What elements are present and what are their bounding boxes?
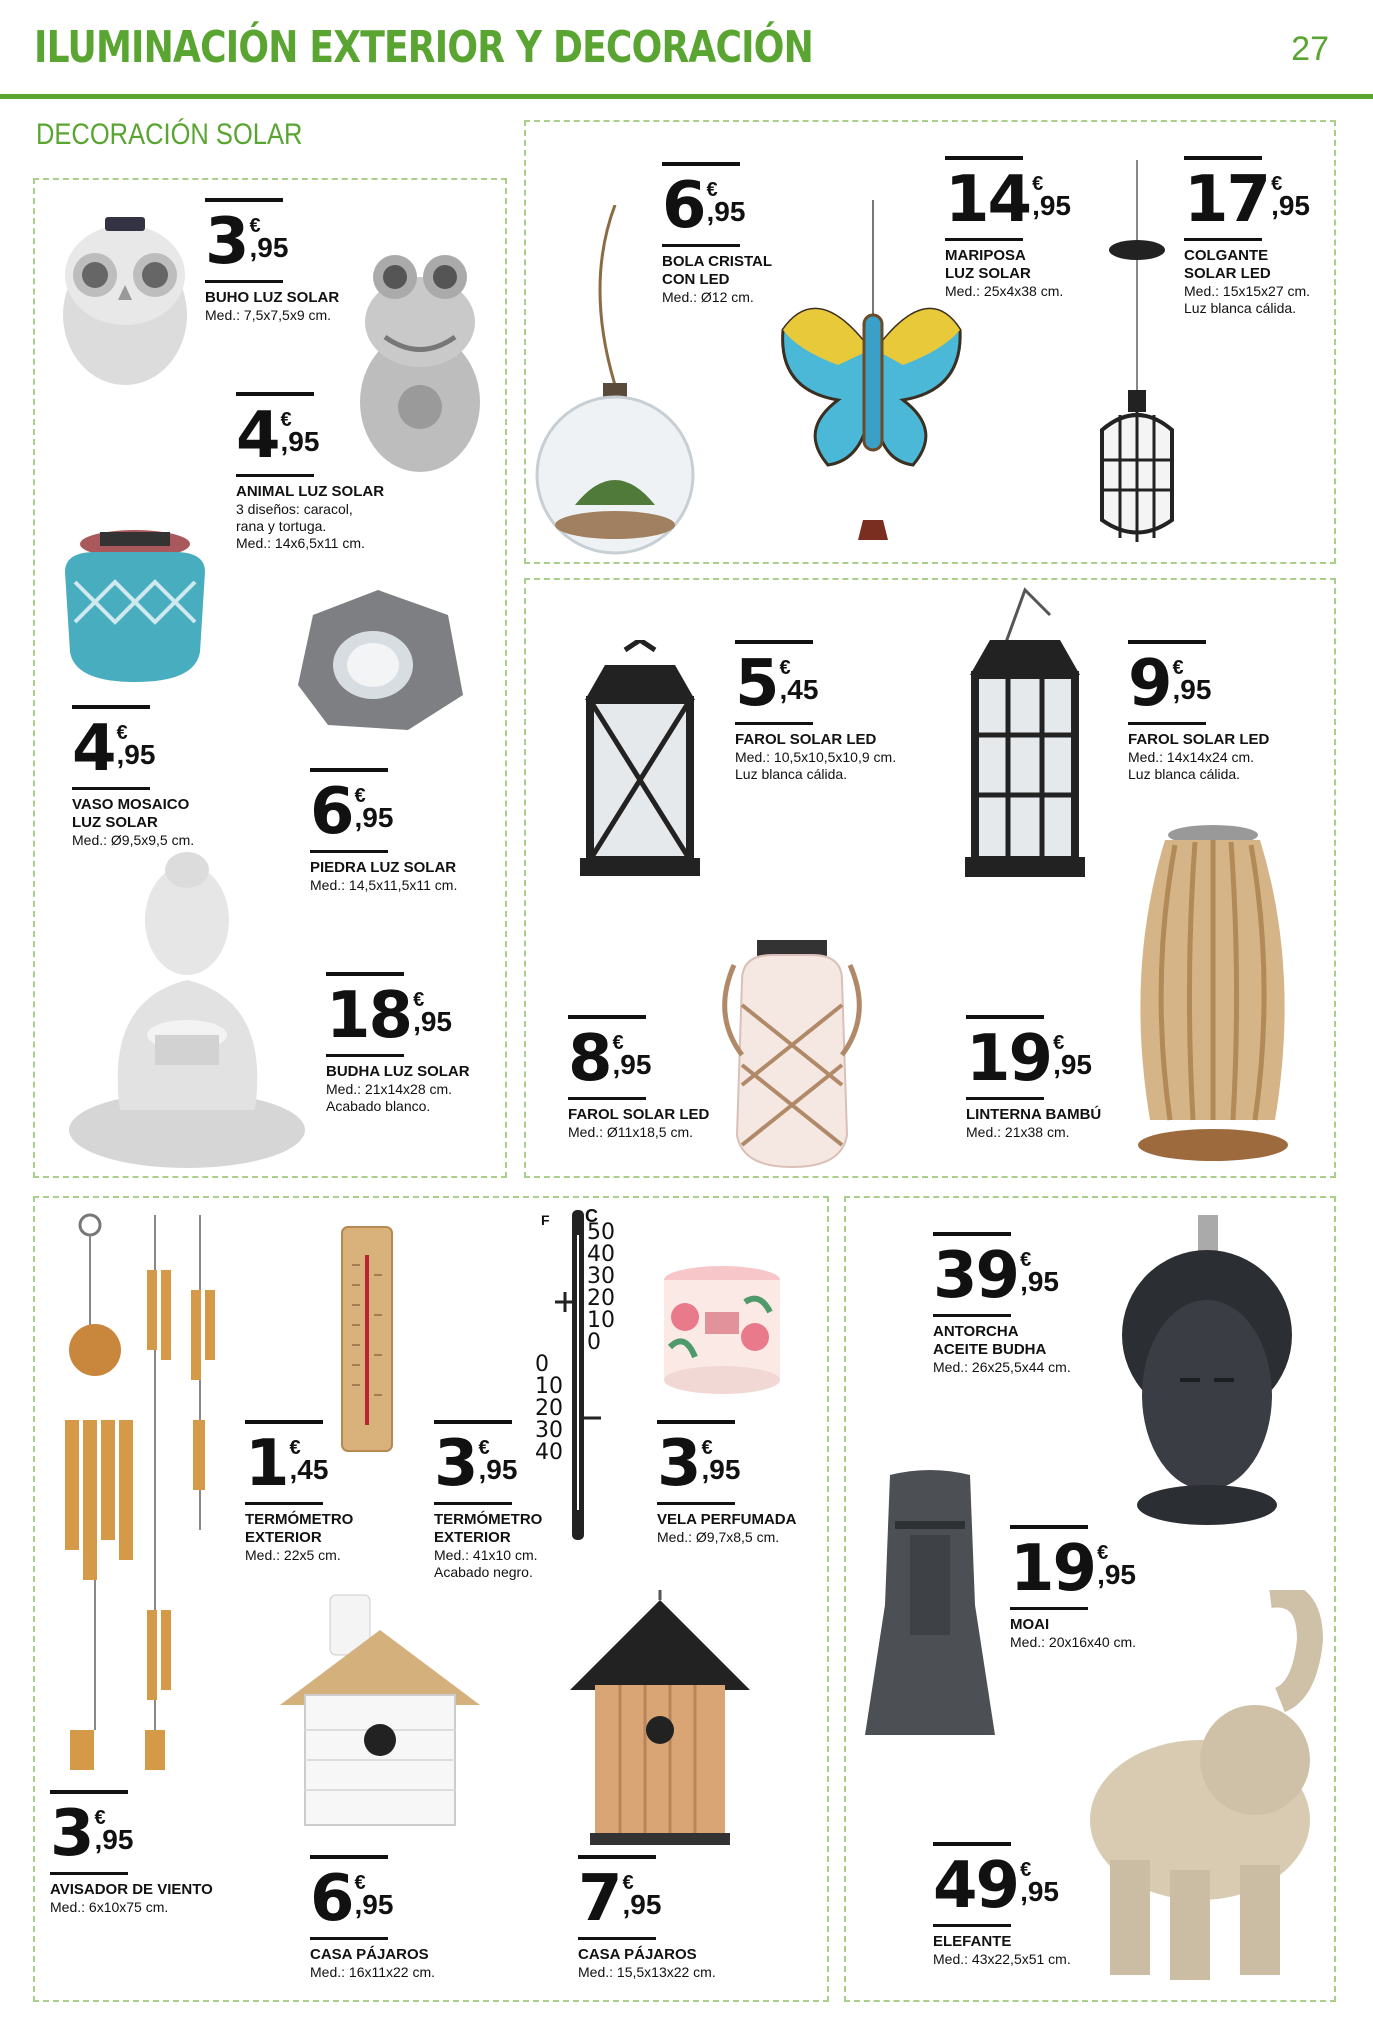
product-name: MOAI bbox=[1010, 1616, 1050, 1633]
price-top-rule bbox=[1128, 640, 1206, 644]
thermometer-unit-c: C bbox=[585, 1206, 598, 1226]
product-description: Med.: Ø11x18,5 cm. bbox=[568, 1124, 694, 1140]
currency-symbol: € bbox=[1020, 1249, 1032, 1271]
product-description: 3 diseños: caracol, rana y tortuga. Med.: 14x6,5x11 cm. bbox=[236, 501, 365, 551]
price-currency-group bbox=[1097, 1543, 1136, 1589]
currency-symbol: € bbox=[1020, 1859, 1032, 1881]
price-currency-group bbox=[290, 1438, 329, 1484]
cage-pendant-image bbox=[1082, 160, 1192, 550]
currency-symbol: € bbox=[354, 1872, 366, 1894]
thermometer-scale-label: 0 bbox=[587, 1330, 601, 1355]
price-integer: 6 bbox=[310, 1862, 353, 1936]
price-decimals: ,95 bbox=[1172, 674, 1212, 705]
thermometer-scale-label: 10 bbox=[587, 1308, 615, 1333]
price-decimals: ,95 bbox=[1271, 190, 1310, 221]
price-tag bbox=[735, 647, 896, 721]
product-description: Med.: Ø12 cm. bbox=[662, 289, 754, 305]
price-top-rule bbox=[310, 1855, 388, 1859]
price-tag bbox=[434, 1427, 542, 1501]
product-termo2 bbox=[434, 1420, 542, 1581]
product-name: VELA PERFUMADA bbox=[657, 1511, 797, 1528]
thermometer-scale-label: 30 bbox=[535, 1418, 563, 1443]
currency-symbol: € bbox=[622, 1872, 634, 1894]
moai-statue-image bbox=[855, 1465, 1005, 1740]
price-tag bbox=[72, 712, 194, 786]
price-decimals: ,95 bbox=[354, 802, 394, 833]
price-integer: 4 bbox=[236, 399, 279, 473]
wind-chimes-image bbox=[55, 1210, 235, 1770]
product-name: TERMÓMETRO EXTERIOR bbox=[434, 1511, 543, 1546]
price-decimals: ,95 bbox=[354, 1889, 394, 1920]
price-bottom-rule bbox=[1184, 238, 1262, 241]
price-bottom-rule bbox=[236, 474, 314, 477]
price-tag bbox=[236, 399, 384, 473]
thermometer-scale-label: 0 bbox=[535, 1352, 549, 1377]
price-integer: 9 bbox=[1128, 647, 1171, 721]
product-description: Med.: 41x10 cm. Acabado negro. bbox=[434, 1547, 538, 1580]
wood-birdhouse-image bbox=[570, 1590, 750, 1850]
product-name: LINTERNA BAMBÚ bbox=[966, 1106, 1102, 1123]
currency-symbol: € bbox=[478, 1437, 490, 1459]
price-top-rule bbox=[1184, 156, 1262, 160]
price-decimals: ,95 bbox=[413, 1006, 452, 1037]
section-title: DECORACIÓN SOLAR bbox=[36, 118, 303, 151]
butterfly-lantern-image bbox=[778, 200, 963, 550]
price-decimals: ,95 bbox=[1020, 1266, 1059, 1297]
product-description: Med.: 7,5x7,5x9 cm. bbox=[205, 307, 332, 323]
price-bottom-rule bbox=[72, 787, 150, 790]
header-divider bbox=[0, 94, 1373, 99]
product-farol3 bbox=[568, 1015, 709, 1141]
price-tag bbox=[1010, 1532, 1136, 1606]
price-tag bbox=[326, 979, 470, 1053]
thermometer-scale-label: 30 bbox=[587, 1264, 615, 1289]
price-top-rule bbox=[326, 972, 404, 976]
price-currency-group bbox=[413, 990, 452, 1036]
price-bottom-rule bbox=[933, 1314, 1011, 1317]
product-buho bbox=[205, 198, 339, 324]
currency-symbol: € bbox=[354, 785, 366, 807]
currency-symbol: € bbox=[413, 989, 425, 1011]
product-moai bbox=[1010, 1525, 1136, 1651]
thermometer-scale-label: 50 bbox=[587, 1220, 615, 1245]
price-currency-group bbox=[95, 1808, 134, 1854]
product-description: Med.: 14x14x24 cm. Luz blanca cálida. bbox=[1128, 749, 1255, 782]
price-tag bbox=[933, 1849, 1071, 1923]
price-integer: 19 bbox=[1010, 1532, 1096, 1606]
product-description: Med.: 14,5x11,5x11 cm. bbox=[310, 877, 458, 893]
price-top-rule bbox=[945, 156, 1023, 160]
price-top-rule bbox=[657, 1420, 735, 1424]
price-integer: 49 bbox=[933, 1849, 1019, 1923]
product-name: COLGANTE SOLAR LED bbox=[1184, 247, 1271, 282]
price-currency-group bbox=[1020, 1250, 1059, 1296]
white-birdhouse-image bbox=[270, 1590, 490, 1830]
product-linterna bbox=[966, 1015, 1101, 1141]
price-currency-group bbox=[613, 1033, 652, 1079]
price-top-rule bbox=[568, 1015, 646, 1019]
price-currency-group bbox=[1271, 174, 1310, 220]
product-description: Med.: 22x5 cm. bbox=[245, 1547, 341, 1563]
price-top-rule bbox=[933, 1232, 1011, 1236]
product-name: PIEDRA LUZ SOLAR bbox=[310, 859, 457, 876]
price-decimals: ,95 bbox=[116, 739, 156, 770]
product-description: Med.: 25x4x38 cm. bbox=[945, 283, 1064, 299]
price-tag bbox=[933, 1239, 1071, 1313]
price-bottom-rule bbox=[568, 1097, 646, 1100]
product-farol1 bbox=[735, 640, 896, 783]
currency-symbol: € bbox=[706, 179, 718, 201]
price-tag bbox=[578, 1862, 716, 1936]
price-integer: 1 bbox=[245, 1427, 288, 1501]
thermometer-scale-label: 40 bbox=[535, 1440, 563, 1465]
price-decimals: ,95 bbox=[1032, 190, 1071, 221]
price-top-rule bbox=[966, 1015, 1044, 1019]
price-tag bbox=[245, 1427, 353, 1501]
price-top-rule bbox=[933, 1842, 1011, 1846]
price-currency-group bbox=[780, 658, 819, 704]
product-description: Med.: 20x16x40 cm. bbox=[1010, 1634, 1137, 1650]
product-casa2 bbox=[578, 1855, 716, 1981]
currency-symbol: € bbox=[289, 1437, 301, 1459]
bamboo-lantern-image bbox=[1125, 820, 1300, 1165]
price-decimals: ,95 bbox=[706, 196, 746, 227]
price-bottom-rule bbox=[578, 1937, 656, 1940]
price-top-rule bbox=[434, 1420, 512, 1424]
thermometer-scale-label: 10 bbox=[535, 1374, 563, 1399]
stone-light-image bbox=[288, 585, 468, 735]
price-currency-group bbox=[1053, 1033, 1092, 1079]
price-decimals: ,95 bbox=[249, 232, 289, 263]
product-budha bbox=[326, 972, 470, 1115]
price-currency-group bbox=[355, 1873, 394, 1919]
price-bottom-rule bbox=[310, 850, 388, 853]
price-bottom-rule bbox=[434, 1502, 512, 1505]
currency-symbol: € bbox=[94, 1807, 106, 1829]
price-top-rule bbox=[578, 1855, 656, 1859]
product-name: ELEFANTE bbox=[933, 1933, 1012, 1950]
price-decimals: ,95 bbox=[622, 1889, 662, 1920]
price-bottom-rule bbox=[50, 1872, 128, 1875]
product-name: BOLA CRISTAL CON LED bbox=[662, 253, 772, 288]
price-tag bbox=[310, 775, 457, 849]
black-lantern-large-image bbox=[950, 585, 1100, 885]
price-top-rule bbox=[662, 162, 740, 166]
price-decimals: ,95 bbox=[280, 426, 320, 457]
price-bottom-rule bbox=[1128, 722, 1206, 725]
price-currency-group bbox=[479, 1438, 518, 1484]
currency-symbol: € bbox=[1097, 1542, 1109, 1564]
price-integer: 17 bbox=[1184, 163, 1270, 237]
black-thermometer-image bbox=[535, 1206, 625, 1540]
product-description: Med.: 21x14x28 cm. Acabado blanco. bbox=[326, 1081, 453, 1114]
price-top-rule bbox=[50, 1790, 128, 1794]
price-bottom-rule bbox=[326, 1054, 404, 1057]
price-integer: 3 bbox=[205, 205, 248, 279]
price-integer: 14 bbox=[945, 163, 1031, 237]
product-farol2 bbox=[1128, 640, 1269, 783]
product-name: MARIPOSA LUZ SOLAR bbox=[945, 247, 1031, 282]
product-description: Med.: Ø9,5x9,5 cm. bbox=[72, 832, 195, 848]
price-currency-group bbox=[1032, 174, 1071, 220]
price-integer: 8 bbox=[568, 1022, 611, 1096]
product-description: Med.: Ø9,7x8,5 cm. bbox=[657, 1529, 780, 1545]
price-decimals: ,95 bbox=[94, 1824, 134, 1855]
price-tag bbox=[966, 1022, 1101, 1096]
product-antorcha bbox=[933, 1232, 1071, 1376]
product-name: AVISADOR DE VIENTO bbox=[50, 1881, 213, 1898]
owl-figure-image bbox=[50, 205, 200, 390]
price-currency-group bbox=[281, 410, 320, 456]
price-integer: 7 bbox=[578, 1862, 621, 1936]
price-currency-group bbox=[117, 723, 156, 769]
product-name: ANTORCHA ACEITE BUDHA bbox=[933, 1323, 1047, 1358]
price-integer: 3 bbox=[657, 1427, 700, 1501]
currency-symbol: € bbox=[612, 1032, 624, 1054]
price-top-rule bbox=[245, 1420, 323, 1424]
price-bottom-rule bbox=[662, 244, 740, 247]
price-decimals: ,95 bbox=[478, 1454, 518, 1485]
currency-symbol: € bbox=[280, 409, 292, 431]
price-bottom-rule bbox=[657, 1502, 735, 1505]
product-colgante bbox=[1184, 156, 1310, 317]
product-name: TERMÓMETRO EXTERIOR bbox=[245, 1511, 354, 1546]
product-avisador bbox=[50, 1790, 213, 1916]
product-name: VASO MOSAICO LUZ SOLAR bbox=[72, 796, 190, 831]
product-name: FAROL SOLAR LED bbox=[735, 731, 877, 748]
price-tag bbox=[1184, 163, 1310, 237]
product-mariposa bbox=[945, 156, 1071, 300]
price-decimals: ,95 bbox=[1020, 1876, 1059, 1907]
price-bottom-rule bbox=[310, 1937, 388, 1940]
product-description: Med.: 26x25,5x44 cm. bbox=[933, 1359, 1071, 1375]
price-tag bbox=[205, 205, 339, 279]
product-termo1 bbox=[245, 1420, 353, 1564]
product-description: Med.: 10,5x10,5x10,9 cm. Luz blanca cálida. bbox=[735, 749, 897, 782]
product-piedra bbox=[310, 768, 457, 894]
price-top-rule bbox=[72, 705, 150, 709]
price-top-rule bbox=[310, 768, 388, 772]
product-name: BUDHA LUZ SOLAR bbox=[326, 1063, 470, 1080]
product-name: FAROL SOLAR LED bbox=[1128, 731, 1270, 748]
currency-symbol: € bbox=[249, 215, 261, 237]
price-tag bbox=[50, 1797, 213, 1871]
price-currency-group bbox=[250, 216, 289, 262]
product-casa1 bbox=[310, 1855, 435, 1981]
price-currency-group bbox=[702, 1438, 741, 1484]
price-bottom-rule bbox=[245, 1502, 323, 1505]
thermometer-scale-label: 40 bbox=[587, 1242, 615, 1267]
price-bottom-rule bbox=[945, 238, 1023, 241]
price-decimals: ,95 bbox=[1053, 1049, 1092, 1080]
currency-symbol: € bbox=[701, 1437, 713, 1459]
price-tag bbox=[945, 163, 1071, 237]
product-description: Med.: 16x11x22 cm. bbox=[310, 1964, 436, 1980]
scented-candle-image bbox=[660, 1262, 785, 1397]
price-integer: 19 bbox=[966, 1022, 1052, 1096]
price-tag bbox=[568, 1022, 709, 1096]
currency-symbol: € bbox=[1271, 173, 1283, 195]
price-currency-group bbox=[623, 1873, 662, 1919]
price-bottom-rule bbox=[205, 280, 283, 283]
currency-symbol: € bbox=[1053, 1032, 1065, 1054]
product-name: FAROL SOLAR LED bbox=[568, 1106, 710, 1123]
currency-symbol: € bbox=[1172, 657, 1184, 679]
buddha-head-torch-image bbox=[1110, 1215, 1305, 1530]
product-description: Med.: 43x22,5x51 cm. bbox=[933, 1951, 1071, 1967]
mosaic-jar-image bbox=[55, 522, 215, 690]
price-decimals: ,45 bbox=[289, 1454, 329, 1485]
page-title: ILUMINACIÓN EXTERIOR Y DECORACIÓN bbox=[34, 22, 813, 73]
price-decimals: ,95 bbox=[612, 1049, 652, 1080]
price-top-rule bbox=[205, 198, 283, 202]
price-top-rule bbox=[1010, 1525, 1088, 1529]
price-integer: 18 bbox=[326, 979, 412, 1053]
price-decimals: ,45 bbox=[779, 674, 819, 705]
buddha-white-image bbox=[65, 850, 310, 1168]
thermometer-scale-label: 20 bbox=[535, 1396, 563, 1421]
product-vela bbox=[657, 1420, 796, 1546]
price-tag bbox=[657, 1427, 796, 1501]
product-vaso bbox=[72, 705, 194, 849]
price-top-rule bbox=[735, 640, 813, 644]
price-integer: 3 bbox=[434, 1427, 477, 1501]
product-animal bbox=[236, 392, 384, 552]
price-tag bbox=[662, 169, 772, 243]
product-name: CASA PÁJAROS bbox=[310, 1946, 429, 1963]
price-currency-group bbox=[1020, 1860, 1059, 1906]
price-bottom-rule bbox=[933, 1924, 1011, 1927]
currency-symbol: € bbox=[1032, 173, 1044, 195]
price-decimals: ,95 bbox=[701, 1454, 741, 1485]
price-currency-group bbox=[355, 786, 394, 832]
price-decimals: ,95 bbox=[1097, 1559, 1136, 1590]
product-description: Med.: 15x15x27 cm. Luz blanca cálida. bbox=[1184, 283, 1311, 316]
price-currency-group bbox=[707, 180, 746, 226]
price-tag bbox=[1128, 647, 1269, 721]
product-elefante bbox=[933, 1842, 1071, 1968]
product-description: Med.: 21x38 cm. bbox=[966, 1124, 1070, 1140]
price-bottom-rule bbox=[735, 722, 813, 725]
product-name: ANIMAL LUZ SOLAR bbox=[236, 483, 385, 500]
thermometer-scale-label: 20 bbox=[587, 1286, 615, 1311]
product-name: BUHO LUZ SOLAR bbox=[205, 289, 340, 306]
currency-symbol: € bbox=[779, 657, 791, 679]
currency-symbol: € bbox=[116, 722, 128, 744]
price-integer: 3 bbox=[50, 1797, 93, 1871]
product-bola bbox=[662, 162, 772, 306]
price-top-rule bbox=[236, 392, 314, 396]
product-name: CASA PÁJAROS bbox=[578, 1946, 697, 1963]
thermometer-unit-f: F bbox=[541, 1212, 550, 1228]
product-description: Med.: 6x10x75 cm. bbox=[50, 1899, 169, 1915]
price-integer: 6 bbox=[310, 775, 353, 849]
price-bottom-rule bbox=[1010, 1607, 1088, 1610]
price-integer: 5 bbox=[735, 647, 778, 721]
price-currency-group bbox=[1173, 658, 1212, 704]
page-number: 27 bbox=[1291, 30, 1329, 68]
price-tag bbox=[310, 1862, 435, 1936]
price-bottom-rule bbox=[966, 1097, 1044, 1100]
price-integer: 6 bbox=[662, 169, 705, 243]
rope-jar-lantern-image bbox=[712, 935, 872, 1170]
price-integer: 4 bbox=[72, 712, 115, 786]
price-integer: 39 bbox=[933, 1239, 1019, 1313]
black-lantern-small-image bbox=[565, 640, 715, 880]
product-description: Med.: 15,5x13x22 cm. bbox=[578, 1964, 716, 1980]
